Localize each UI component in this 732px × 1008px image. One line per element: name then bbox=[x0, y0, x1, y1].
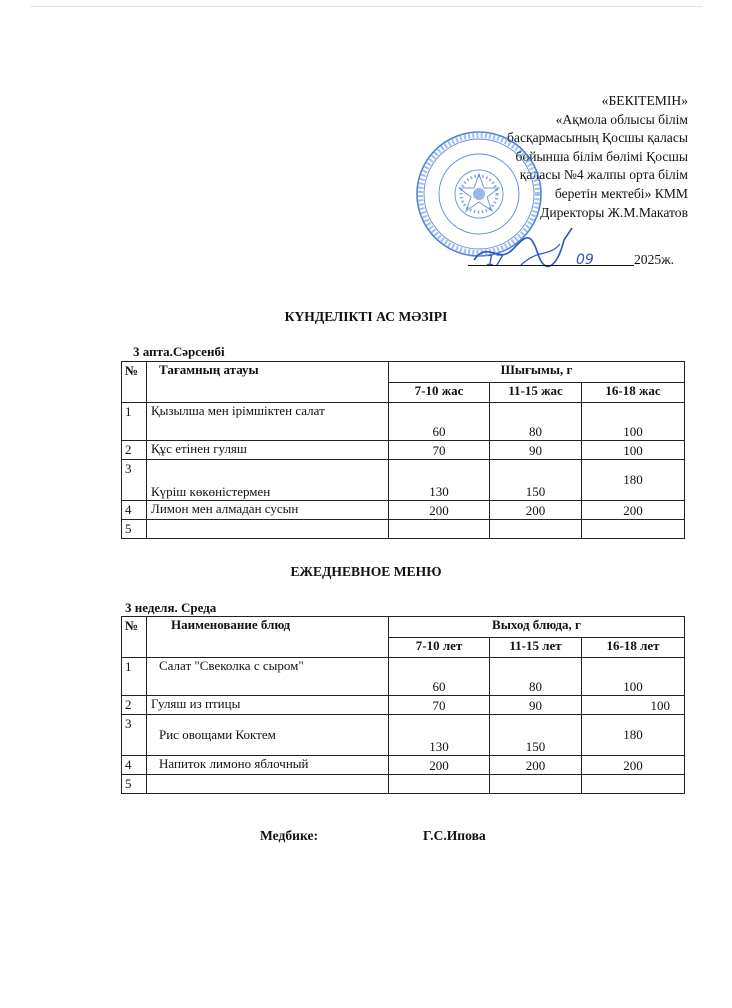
row-num: 5 bbox=[122, 775, 147, 794]
value-7-10: 60 bbox=[389, 658, 490, 696]
table-row bbox=[122, 658, 685, 696]
value-11-15: 90 bbox=[490, 696, 582, 715]
value-7-10: 130 bbox=[389, 715, 490, 756]
row-num: 5 bbox=[122, 520, 147, 539]
table-header-row bbox=[122, 362, 685, 383]
value-11-15: 150 bbox=[490, 715, 582, 756]
row-num: 4 bbox=[122, 501, 147, 520]
row-num: 2 bbox=[122, 441, 147, 460]
ru-weekday: 3 неделя. Среда bbox=[125, 600, 217, 615]
value-16-18: 100 bbox=[582, 658, 685, 696]
dish-name: Рис овощами Коктем bbox=[147, 715, 389, 756]
dish-name: Құс етінен гуляш bbox=[147, 441, 389, 460]
signer-name: Г.С.Ипова bbox=[423, 828, 486, 843]
scan-top-edge bbox=[30, 6, 702, 7]
num-header: № bbox=[122, 362, 147, 403]
approval-line: Директоры Ж.М.Макатов bbox=[540, 204, 688, 220]
table-row bbox=[122, 756, 685, 775]
date-line bbox=[468, 265, 634, 266]
age-header: 11-15 лет bbox=[490, 638, 582, 658]
kz-menu-table bbox=[121, 361, 685, 539]
row-num: 1 bbox=[122, 403, 147, 441]
value-11-15: 80 bbox=[490, 403, 582, 441]
dish-name bbox=[147, 775, 389, 794]
kz-weekday: 3 апта.Сәрсенбі bbox=[133, 344, 225, 359]
value-11-15: 200 bbox=[490, 501, 582, 520]
value-16-18: 100 bbox=[582, 696, 685, 715]
value-11-15: 150 bbox=[490, 460, 582, 501]
ru-title: ЕЖЕДНЕВНОЕ МЕНЮ bbox=[290, 564, 442, 579]
date-year: 2025ж. bbox=[634, 252, 674, 267]
value-11-15: 80 bbox=[490, 658, 582, 696]
dish-name: Лимон мен алмадан сусын bbox=[147, 501, 389, 520]
table-row bbox=[122, 715, 685, 756]
yield-header: Выход блюда, г bbox=[389, 617, 685, 638]
age-header: 16-18 лет bbox=[582, 638, 685, 658]
value-16-18: 180 bbox=[582, 715, 685, 756]
row-num: 3 bbox=[122, 460, 147, 501]
dish-name: Салат "Свеколка с сыром" bbox=[147, 658, 389, 696]
row-num: 3 bbox=[122, 715, 147, 756]
table-row bbox=[122, 696, 685, 715]
table-row bbox=[122, 520, 685, 539]
value-16-18: 100 bbox=[582, 403, 685, 441]
value-11-15: 90 bbox=[490, 441, 582, 460]
table-row bbox=[122, 460, 685, 501]
num-header: № bbox=[122, 617, 147, 658]
value-7-10: 70 bbox=[389, 441, 490, 460]
value-7-10 bbox=[389, 520, 490, 539]
table-row bbox=[122, 501, 685, 520]
dish-name: Гуляш из птицы bbox=[147, 696, 389, 715]
value-7-10: 200 bbox=[389, 501, 490, 520]
approval-line: басқармасының Қосшы қаласы bbox=[507, 130, 688, 146]
age-header: 7-10 лет bbox=[389, 638, 490, 658]
approval-line: қаласы №4 жалпы орта білім bbox=[519, 167, 688, 183]
value-11-15 bbox=[490, 775, 582, 794]
value-16-18: 200 bbox=[582, 756, 685, 775]
dish-name: Күріш көкөністермен bbox=[147, 460, 389, 501]
value-11-15: 200 bbox=[490, 756, 582, 775]
row-num: 1 bbox=[122, 658, 147, 696]
value-16-18: 180 bbox=[582, 460, 685, 501]
signer-role: Медбике: bbox=[260, 828, 319, 843]
table-row bbox=[122, 403, 685, 441]
value-7-10: 70 bbox=[389, 696, 490, 715]
value-16-18: 200 bbox=[582, 501, 685, 520]
approval-line: бойынша білім бөлімі Қосшы bbox=[515, 148, 688, 164]
value-7-10: 130 bbox=[389, 460, 490, 501]
date-month: 09 bbox=[576, 252, 594, 268]
date-day: 17 bbox=[486, 253, 504, 269]
row-num: 2 bbox=[122, 696, 147, 715]
value-16-18 bbox=[582, 520, 685, 539]
value-7-10: 200 bbox=[389, 756, 490, 775]
director-signature bbox=[468, 220, 638, 270]
table-row bbox=[122, 775, 685, 794]
name-header: Тағамның атауы bbox=[147, 362, 389, 403]
approval-line: «БЕКІТЕМІН» bbox=[601, 93, 688, 108]
name-header: Наименование блюд bbox=[147, 617, 389, 658]
age-header: 11-15 жас bbox=[490, 383, 582, 403]
value-16-18: 100 bbox=[582, 441, 685, 460]
kz-title: КҮНДЕЛІКТІ АС МӘЗІРІ bbox=[284, 309, 448, 324]
table-header-row bbox=[122, 617, 685, 638]
approval-line: беретін мектебі» КММ bbox=[554, 185, 688, 201]
dish-name: Қызылша мен ірімшіктен салат bbox=[147, 403, 389, 441]
value-16-18 bbox=[582, 775, 685, 794]
value-11-15 bbox=[490, 520, 582, 539]
row-num: 4 bbox=[122, 756, 147, 775]
ru-menu-table bbox=[121, 616, 685, 794]
dish-name: Напиток лимоно яблочный bbox=[147, 756, 389, 775]
value-7-10: 60 bbox=[389, 403, 490, 441]
value-7-10 bbox=[389, 775, 490, 794]
dish-name bbox=[147, 520, 389, 539]
yield-header: Шығымы, г bbox=[389, 362, 685, 383]
approval-line: «Ақмола облысы білім bbox=[555, 111, 688, 127]
age-header: 16-18 жас bbox=[582, 383, 685, 403]
age-header: 7-10 жас bbox=[389, 383, 490, 403]
table-row bbox=[122, 441, 685, 460]
